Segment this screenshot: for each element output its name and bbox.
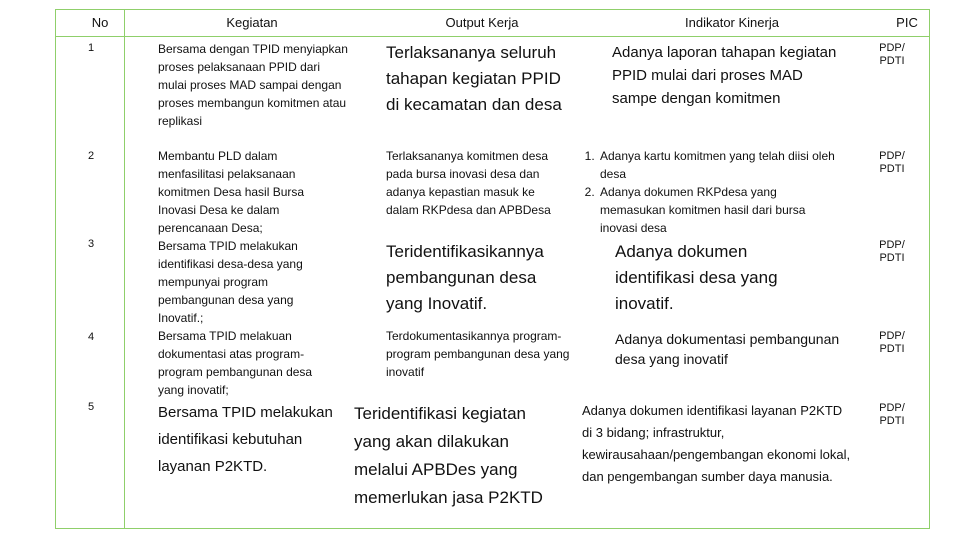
grid-line <box>55 9 56 529</box>
kegiatan-cell: Membantu PLD dalam menfasilitasi pelaksanaan komitmen Desa hasil Bursa Inovasi Desa ke dalam perencanaan Desa; <box>158 149 305 235</box>
grid-line <box>55 528 930 529</box>
pic-cell: PDP/ PDTI <box>879 402 905 427</box>
output-cell: Terdokumentasikannya program-program pembangunan desa yang inovatif <box>386 329 570 379</box>
header-output: Output Kerja <box>445 15 519 30</box>
kegiatan-cell: Bersama TPID melakukan identifikasi kebutuhan layanan P2KTD. <box>158 404 333 475</box>
indikator-cell: Adanya dokumen identifikasi desa yang inovatif. <box>615 242 778 313</box>
indikator-cell: Adanya laporan tahapan kegiatan PPID mulai dari proses MAD sampe dengan komitmen <box>612 44 837 107</box>
pic-cell: PDP/ PDTI <box>879 239 905 264</box>
grid-line <box>55 9 930 10</box>
grid-line <box>55 36 930 37</box>
indikator-cell: Adanya dokumentasi pembangunan desa yang inovatif <box>615 331 840 367</box>
grid-line <box>929 9 930 529</box>
row-number: 2 <box>87 150 95 162</box>
header-pic: PIC <box>896 15 918 30</box>
indikator-cell: Adanya dokumen identifikasi layanan P2KTD di 3 bidang; infrastruktur, kewirausahaan/pengembangan ekonomi lokal, dan pengembangan sumber daya manusia. <box>582 403 851 484</box>
kegiatan-cell: Bersama TPID melakuan dokumentasi atas program-program pembangunan desa yang inovatif; <box>158 329 313 397</box>
pic-cell: PDP/ PDTI <box>879 330 905 355</box>
row-number: 5 <box>87 401 95 413</box>
pic-cell: PDP/ PDTI <box>879 42 905 67</box>
output-cell: Teridentifikasi kegiatan yang akan dilakukan melalui APBDes yang memerlukan jasa P2KTD <box>354 404 543 507</box>
header-no: No <box>91 15 109 30</box>
row-number: 4 <box>87 331 95 343</box>
indikator-list-item: 1. Adanya kartu komitmen yang telah diisi oleh desa <box>598 147 835 183</box>
pic-cell: PDP/ PDTI <box>879 150 905 175</box>
indikator-cell <box>580 147 835 237</box>
indikator-list-item: 2. Adanya dokumen RKPdesa yang memasukan komitmen hasil dari bursa inovasi desa <box>598 183 835 237</box>
output-cell: Terlaksananya komitmen desa pada bursa inovasi desa dan adanya kepastian masuk ke dalam RKPdesa dan APBDesa <box>386 149 551 217</box>
kegiatan-cell: Bersama dengan TPID menyiapkan proses pelaksanaan PPID dari mulai proses MAD sampai dengan proses membangun komitmen atau replikasi <box>158 42 348 128</box>
kegiatan-cell: Bersama TPID melakukan identifikasi desa-desa yang mempunyai program pembangunan desa yang Inovatif.; <box>158 239 303 325</box>
header-indikator: Indikator Kinerja <box>685 15 779 30</box>
output-cell: Teridentifikasikannya pembangunan desa yang Inovatif. <box>386 242 544 313</box>
output-cell: Terlaksananya seluruh tahapan kegiatan PPID di kecamatan dan desa <box>386 43 562 114</box>
row-number: 3 <box>87 238 95 250</box>
header-kegiatan: Kegiatan <box>226 15 278 30</box>
grid-line <box>124 9 125 529</box>
row-number: 1 <box>87 42 95 54</box>
